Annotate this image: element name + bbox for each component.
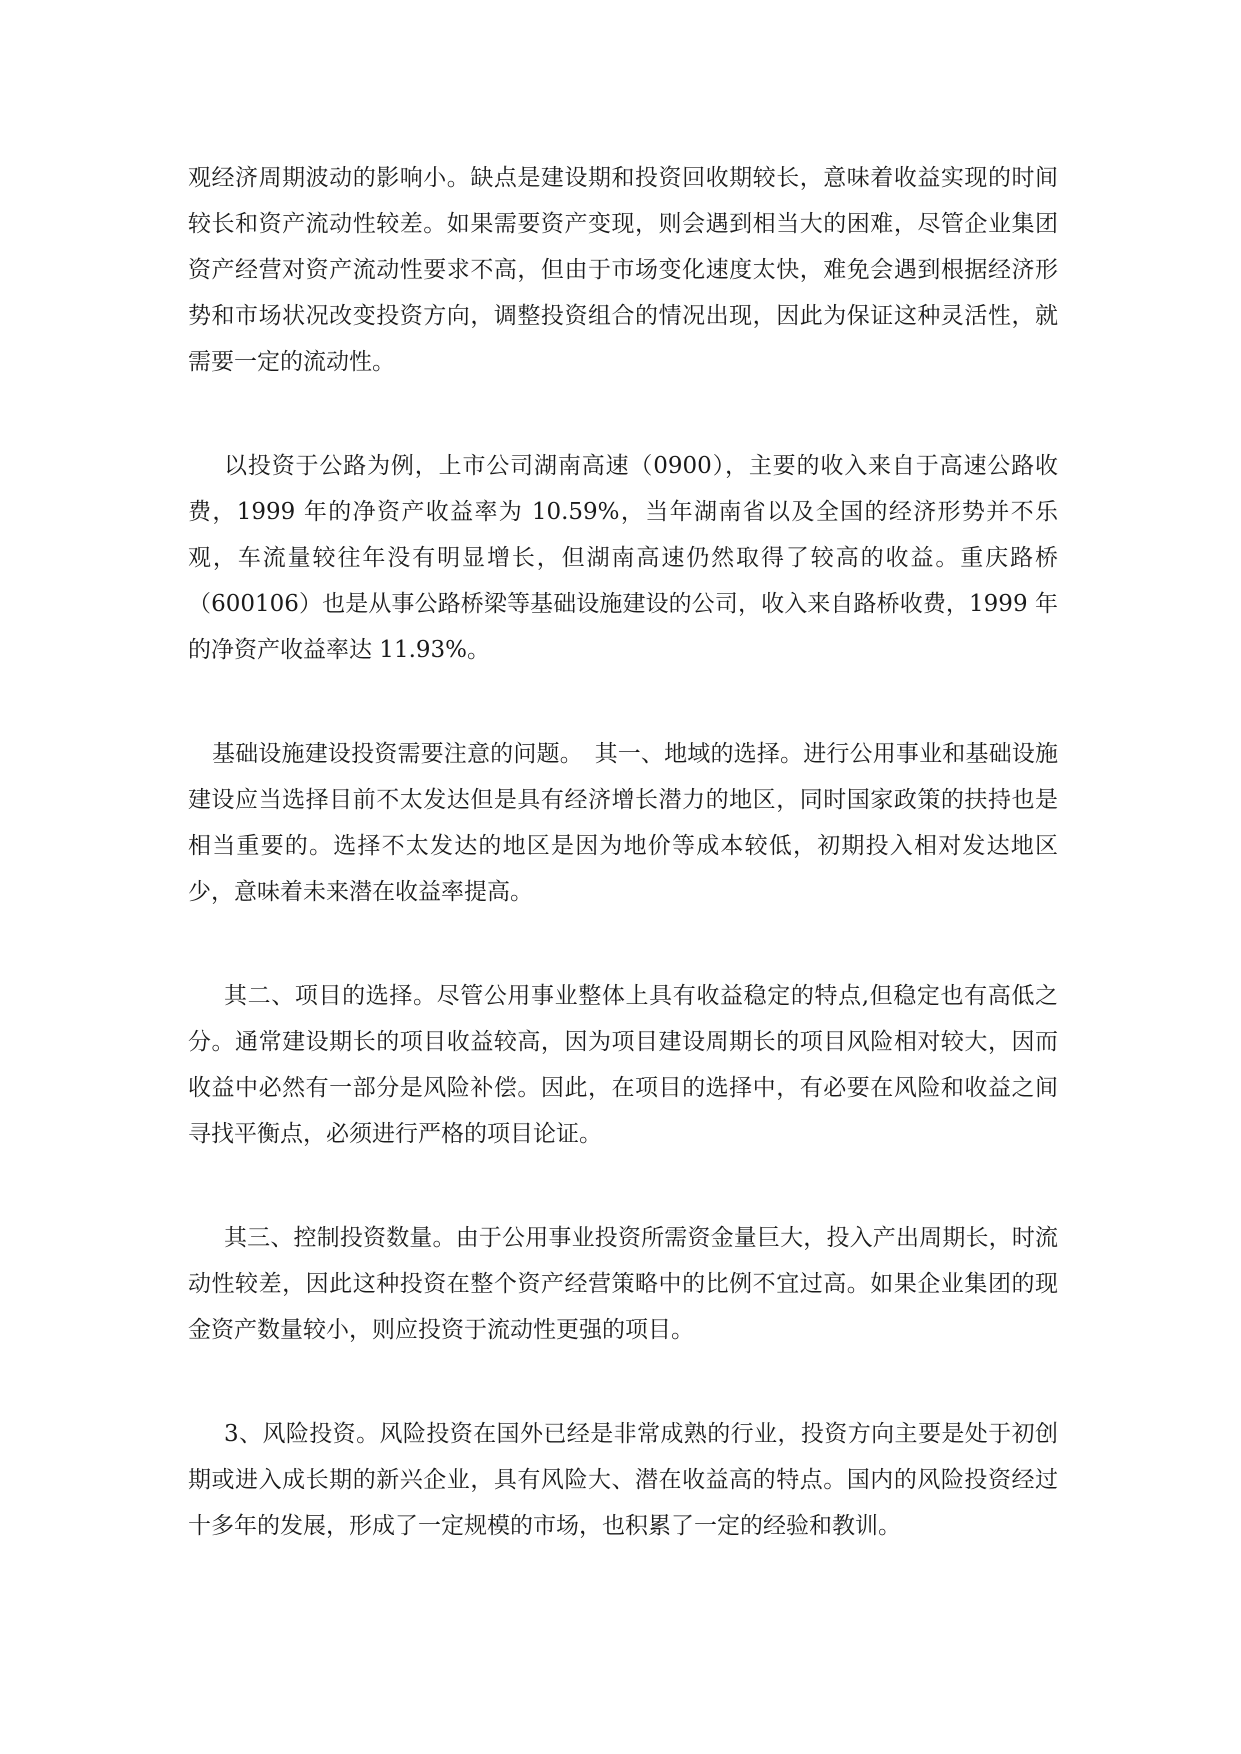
paragraph-infrastructure-issues: 基础设施建设投资需要注意的问题。 其一、地域的选择。进行公用事业和基础设施建设应当选择目前不太发达但是具有经济增长潜力的地区，同时国家政策的扶持也是相当重要的。选择不太发达的地区是因为地价等成本较低，初期投入相对发达地区少，意味着未来潜在收益率提高。 bbox=[188, 741, 1058, 905]
paragraph-venture-capital: 3、风险投资。风险投资在国外已经是非常成熟的行业，投资方向主要是处于初创期或进入成长期的新兴企业，具有风险大、潜在收益高的特点。国内的风险投资经过十多年的发展，形成了一定规模的市场，也积累了一定的经验和教训。 bbox=[188, 1421, 1058, 1539]
paragraph-continued: 观经济周期波动的影响小。缺点是建设期和投资回收期较长，意味着收益实现的时间较长和资产流动性较差。如果需要资产变现，则会遇到相当大的困难，尽管企业集团资产经营对资产流动性要求不高，但由于市场变化速度太快，难免会遇到根据经济形势和市场状况改变投资方向，调整投资组合的情况出现，因此为保证这种灵活性，就需要一定的流动性。 bbox=[188, 165, 1058, 375]
paragraph-project-selection: 其二、项目的选择。尽管公用事业整体上具有收益稳定的特点,但稳定也有高低之分。通常建设期长的项目收益较高，因为项目建设周期长的项目风险相对较大，因而收益中必然有一部分是风险补偿。因此，在项目的选择中，有必要在风险和收益之间寻找平衡点，必须进行严格的项目论证。 bbox=[188, 983, 1058, 1147]
paragraph-investment-quantity: 其三、控制投资数量。由于公用事业投资所需资金量巨大，投入产出周期长，时流动性较差，因此这种投资在整个资产经营策略中的比例不宜过高。如果企业集团的现金资产数量较小，则应投资于流动性更强的项目。 bbox=[188, 1225, 1058, 1343]
paragraph-highway-example: 以投资于公路为例，上市公司湖南高速（0900），主要的收入来自于高速公路收费，1999 年的净资产收益率为 10.59%，当年湖南省以及全国的经济形势并不乐观，车流量较往年没有明显增长，但湖南高速仍然取得了较高的收益。重庆路桥（600106）也是从事公路桥梁等基础设施建设的公司，收入来自路桥收费，1999 年的净资产收益率达 11.93%。 bbox=[188, 453, 1058, 663]
document-body bbox=[188, 155, 1058, 1607]
